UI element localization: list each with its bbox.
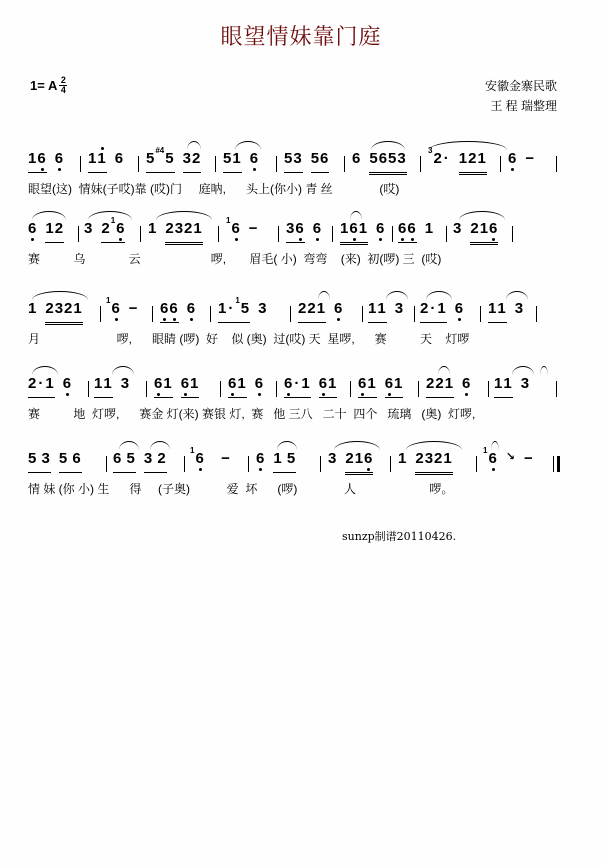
note-group: 1 bbox=[398, 450, 408, 467]
note-group: 2 2 1 bbox=[298, 300, 326, 323]
barline bbox=[362, 306, 363, 322]
measure bbox=[106, 296, 147, 326]
measure bbox=[148, 220, 211, 246]
measure bbox=[352, 150, 415, 176]
measure bbox=[226, 216, 267, 246]
note-group: 3 2 bbox=[183, 150, 202, 173]
barline bbox=[215, 156, 216, 172]
barline bbox=[152, 306, 153, 322]
barline bbox=[556, 156, 557, 172]
barline bbox=[106, 456, 107, 472]
slur bbox=[426, 291, 452, 300]
note-group: 2 1 6 bbox=[101, 220, 125, 243]
note-group: 3 2 · bbox=[428, 146, 450, 167]
note-group: 5 #4 5 bbox=[146, 150, 175, 173]
barline bbox=[420, 156, 421, 172]
barline bbox=[390, 456, 391, 472]
transcriber-credit: sunzp制谱20110426. bbox=[342, 530, 457, 543]
note-group: 1 2 1 bbox=[459, 150, 487, 173]
notes-row bbox=[28, 296, 578, 326]
key-label: 1= A bbox=[30, 78, 58, 93]
measure bbox=[494, 375, 538, 401]
note-group: 1 2 bbox=[45, 220, 64, 243]
note-group: − bbox=[221, 450, 231, 467]
slur bbox=[32, 366, 58, 375]
measure bbox=[428, 146, 495, 176]
slur bbox=[506, 291, 528, 300]
measure bbox=[298, 300, 351, 326]
barline bbox=[512, 226, 513, 242]
note-group: 2 3 2 1 bbox=[165, 220, 202, 243]
note-group: 2 1 6 bbox=[470, 220, 498, 243]
slur bbox=[277, 441, 297, 450]
barline bbox=[332, 226, 333, 242]
note-group: 2 · 1 bbox=[28, 375, 55, 398]
measure bbox=[488, 300, 532, 326]
time-signature bbox=[59, 76, 67, 95]
note-group: 6 bbox=[256, 450, 266, 467]
note-group: 6 1 bbox=[154, 375, 173, 398]
measure bbox=[154, 375, 207, 401]
note-group: 6 · 1 bbox=[284, 375, 311, 398]
note-group: 1 · 1 5 bbox=[218, 300, 250, 323]
note-group: − bbox=[524, 450, 534, 467]
note-group: 6 bbox=[312, 220, 323, 237]
final-barline bbox=[557, 456, 560, 472]
note-group: 6 1 bbox=[228, 375, 247, 398]
barline bbox=[488, 381, 489, 397]
note-group: 3 bbox=[520, 375, 531, 392]
note-group: − bbox=[525, 150, 536, 167]
barline bbox=[140, 226, 141, 242]
barline bbox=[350, 381, 351, 397]
note-group: − bbox=[248, 220, 259, 237]
barline bbox=[80, 156, 81, 172]
slur bbox=[32, 211, 66, 220]
lyrics-line: 赛 地 灯啰, 赛金 灯(来) 赛银 灯, 赛 他 三八 二十 四个 琉璃 (奥) 灯啰, bbox=[28, 407, 476, 421]
note-group: 6 bbox=[186, 300, 197, 317]
note-group: 6 bbox=[62, 375, 73, 392]
note-group: 5 1 bbox=[223, 150, 242, 173]
barline bbox=[290, 306, 291, 322]
barline bbox=[276, 381, 277, 397]
slur bbox=[318, 291, 330, 300]
note-group: 6 1 bbox=[181, 375, 200, 398]
barline bbox=[218, 226, 219, 242]
measure bbox=[284, 375, 345, 401]
note-group: 1 6 bbox=[106, 296, 121, 317]
note-group: 1 bbox=[424, 220, 435, 237]
barline bbox=[138, 156, 139, 172]
note-group: 6 bbox=[352, 150, 362, 167]
note-group: 5 3 bbox=[284, 150, 303, 173]
note-group: 2 1 6 bbox=[345, 450, 373, 473]
measure bbox=[190, 446, 239, 476]
note-group: 1 1 bbox=[94, 375, 113, 398]
measure bbox=[218, 296, 275, 326]
note-group: 6 bbox=[454, 300, 465, 317]
barline bbox=[418, 381, 419, 397]
measure bbox=[426, 375, 479, 401]
measure bbox=[28, 300, 91, 326]
measure bbox=[286, 220, 330, 246]
note-group: 6 1 bbox=[358, 375, 377, 398]
measure bbox=[483, 446, 542, 476]
staff-system-4 bbox=[28, 365, 578, 425]
note-group: 1 6 bbox=[190, 446, 205, 467]
measure bbox=[223, 150, 267, 176]
staff-system-2 bbox=[28, 210, 578, 270]
slur bbox=[438, 366, 450, 375]
note-group: 6 bbox=[334, 300, 344, 317]
slur bbox=[112, 366, 134, 375]
note-group: 5 6 bbox=[59, 450, 82, 473]
slur bbox=[150, 441, 170, 450]
barline bbox=[210, 306, 211, 322]
measure bbox=[160, 300, 204, 326]
note-group: 1 1 bbox=[368, 300, 387, 323]
slur bbox=[235, 141, 261, 150]
note-group: 6 bbox=[254, 375, 265, 392]
note-group: 1 6 1 bbox=[340, 220, 368, 243]
measure bbox=[256, 450, 304, 476]
note-group: 2 3 2 1 bbox=[415, 450, 452, 473]
barline bbox=[88, 381, 89, 397]
note-group: 3 6 bbox=[286, 220, 305, 243]
slur bbox=[429, 141, 507, 150]
note-group: 6 6 bbox=[398, 220, 417, 243]
note-group: 1 6 bbox=[28, 150, 47, 173]
notes-row bbox=[28, 216, 578, 246]
measure bbox=[28, 150, 72, 176]
measure bbox=[228, 375, 272, 401]
staff-system-1 bbox=[28, 140, 578, 200]
note-group: 6 bbox=[114, 150, 125, 167]
slur bbox=[350, 211, 362, 220]
barline bbox=[146, 381, 147, 397]
note-group: 1 bbox=[28, 300, 38, 317]
slur bbox=[156, 211, 212, 220]
time-top: 2 bbox=[60, 75, 66, 85]
fermata-icon bbox=[491, 441, 499, 450]
lyrics-line: 赛 乌 云 啰, 眉毛( 小) 弯弯 (来) 初(啰) 三 (哎) bbox=[28, 252, 442, 266]
note-group: 1 6 bbox=[226, 216, 241, 237]
measure bbox=[420, 300, 472, 326]
note-group: 6 bbox=[249, 150, 260, 167]
note-group: 3 2 bbox=[144, 450, 167, 473]
note-group: 5 6 5 3 bbox=[369, 150, 406, 173]
slur bbox=[32, 291, 88, 300]
measure bbox=[28, 375, 80, 401]
measure bbox=[508, 150, 543, 176]
barline bbox=[184, 456, 185, 472]
notes-row bbox=[28, 375, 578, 401]
barline bbox=[553, 456, 554, 472]
barline bbox=[220, 381, 221, 397]
lyrics-line: 情 妹 (你 小) 生 得 (子奥) 爱 坏 (啰) 人 啰。 bbox=[28, 482, 454, 496]
note-group: 6 5 bbox=[113, 450, 136, 473]
barline bbox=[276, 156, 277, 172]
glissando-arrow-icon: ↘ bbox=[505, 451, 517, 463]
slur bbox=[386, 291, 408, 300]
measure bbox=[398, 450, 461, 476]
note-group: 6 bbox=[376, 220, 386, 237]
note-group: 3 bbox=[120, 375, 131, 392]
barline bbox=[500, 156, 501, 172]
staff-system-5 bbox=[28, 440, 578, 500]
slur bbox=[512, 366, 534, 375]
note-group: 6 bbox=[28, 220, 38, 237]
arranger: 王 程 瑞整理 bbox=[490, 99, 557, 113]
note-group: 2 2 1 bbox=[426, 375, 454, 398]
source-info bbox=[485, 76, 557, 116]
note-group: 6 1 bbox=[319, 375, 338, 398]
note-group: 2 · 1 bbox=[420, 300, 447, 323]
barline bbox=[344, 156, 345, 172]
notes-row bbox=[28, 146, 578, 176]
barline bbox=[536, 306, 537, 322]
lyrics-line: 眼望(这) 情妹(子哎)靠 (哎)门 庭呐, 头上(你小) 青 丝 (哎) bbox=[28, 182, 400, 196]
slur bbox=[334, 441, 380, 450]
barline bbox=[248, 456, 249, 472]
measure bbox=[84, 216, 133, 246]
barline bbox=[480, 306, 481, 322]
staff-system-3 bbox=[28, 290, 578, 350]
barline bbox=[414, 306, 415, 322]
note-group: 3 bbox=[514, 300, 525, 317]
barline bbox=[78, 226, 79, 242]
score-title: 眼望情妹靠门庭 bbox=[220, 25, 382, 50]
note-group: 1 1 bbox=[88, 150, 107, 173]
slur bbox=[406, 441, 462, 450]
barline bbox=[556, 381, 557, 397]
note-group: 5 6 bbox=[311, 150, 330, 173]
note-group: 1 1 bbox=[488, 300, 507, 323]
note-group: 3 bbox=[453, 220, 463, 237]
barline bbox=[476, 456, 477, 472]
barline bbox=[278, 226, 279, 242]
slur bbox=[371, 141, 405, 150]
note-group: 2 3 2 1 bbox=[45, 300, 82, 323]
note-group: 3 bbox=[394, 300, 405, 317]
lyrics-line: 月 啰, 眼睛 (啰) 好 似 (奥) 过(哎) 天 星啰, 赛 天 灯啰 bbox=[28, 332, 470, 346]
note-group: 3 bbox=[84, 220, 94, 237]
song-origin: 安徽金寨民歌 bbox=[484, 79, 557, 93]
note-group: 6 bbox=[462, 375, 472, 392]
measure bbox=[146, 146, 209, 176]
slur bbox=[187, 141, 201, 150]
measure bbox=[284, 150, 337, 176]
note-group: 3 bbox=[258, 300, 268, 317]
note-group: 6 bbox=[54, 150, 65, 167]
measure bbox=[328, 450, 381, 476]
measure bbox=[88, 150, 132, 176]
barline bbox=[100, 306, 101, 322]
measure bbox=[113, 450, 175, 476]
notes-row bbox=[28, 446, 578, 476]
barline bbox=[446, 226, 447, 242]
note-group: 6 1 bbox=[385, 375, 404, 398]
barline bbox=[320, 456, 321, 472]
note-group: 6 bbox=[508, 150, 518, 167]
measure bbox=[368, 300, 412, 326]
slur bbox=[119, 441, 139, 450]
note-group: 1 5 bbox=[273, 450, 296, 473]
note-group: 5 3 bbox=[28, 450, 51, 473]
measure bbox=[340, 220, 393, 246]
note-group: 1 1 bbox=[494, 375, 513, 398]
fermata-icon bbox=[540, 366, 548, 375]
measure bbox=[94, 375, 138, 401]
measure bbox=[358, 375, 411, 401]
note-group: − bbox=[128, 300, 139, 317]
slur bbox=[459, 211, 505, 220]
note-group: 1 bbox=[148, 220, 158, 237]
note-group: 3 bbox=[328, 450, 338, 467]
key-signature bbox=[30, 76, 67, 95]
measure bbox=[28, 450, 90, 476]
time-bottom: 4 bbox=[60, 85, 66, 95]
barline bbox=[392, 226, 393, 242]
measure bbox=[398, 220, 442, 246]
note-group: 1 6 bbox=[483, 450, 498, 472]
note-group: 6 6 bbox=[160, 300, 179, 323]
measure bbox=[28, 220, 72, 246]
note-group bbox=[506, 450, 516, 468]
measure bbox=[453, 220, 506, 246]
